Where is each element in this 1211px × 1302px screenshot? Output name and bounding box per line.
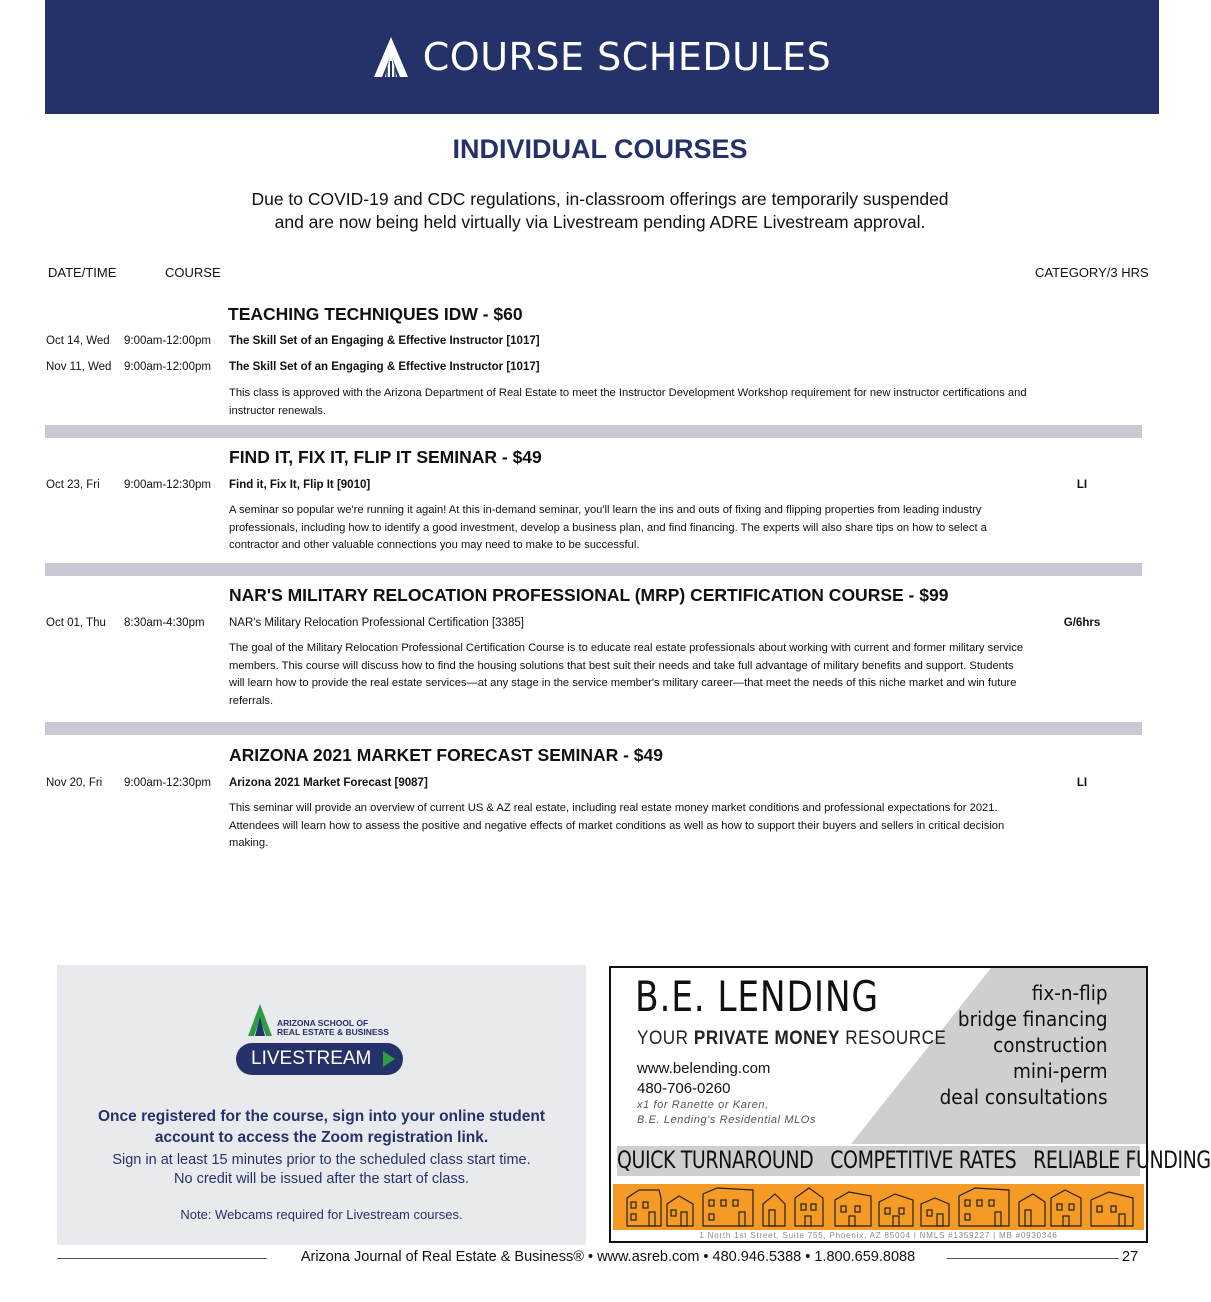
session-course-name: The Skill Set of an Engaging & Effective Instructor [1017] [229,361,540,373]
session-date: Nov 20, Fri [46,777,103,789]
session-row [0,479,1200,495]
section-divider [45,425,1142,438]
ad-contact-note: x1 for Ranette or Karen, B.E. Lending's Residential MLOs [637,1099,817,1126]
ad-phone: 480-706-0260 [637,1080,731,1097]
footer-text: Arizona Journal of Real Estate & Business® • www.asreb.com • 480.946.5388 • 1.800.659.8088 [300,1249,916,1265]
session-row [0,777,1200,793]
session-category: LI [1076,777,1088,789]
session-category: LI [1076,479,1088,491]
column-header-datetime: DATE/TIME [48,265,117,280]
instruction-line: Once registered for the course, sign into your online student [98,1108,545,1125]
benefit-item: RELIABLE FUNDING [1033,1146,1211,1174]
benefit-item: COMPETITIVE RATES [830,1146,1017,1174]
instruction-line: account to access the Zoom registration link. [154,1129,489,1146]
section-divider [45,563,1142,576]
session-date: Nov 11, Wed [46,361,112,373]
ad-tagline: YOUR PRIVATE MONEY RESOURCE [637,1028,947,1049]
logo-line: REAL ESTATE & BUSINESS [277,1027,389,1037]
play-icon [383,1051,395,1067]
course-description: The goal of the Military Relocation Professional Certification Course is to educate real estate professionals about working with current and former military service members. This course will discuss how to find the housing solutions that best suit their needs and take full advantage of military benefits and support. Students will learn how to provide the real estate services—at any stage in the service member's military career—that meet the needs of this niche market and win future referrals. [229,642,1024,707]
session-course-name: NAR's Military Relocation Professional Certification [3385] [229,617,524,629]
livestream-subtext [57,1151,586,1189]
page-title: COURSE SCHEDULES [422,35,832,79]
subtext-line: Sign in at least 15 minutes prior to the scheduled class start time. [112,1152,531,1168]
section-title: INDIVIDUAL COURSES [452,134,748,164]
subtext-line: No credit will be issued after the start of class. [174,1171,469,1187]
session-course-name: The Skill Set of an Engaging & Effective Instructor [1017] [229,335,540,347]
ad-benefits-band [617,1146,1211,1176]
page-number: 27 [1122,1249,1139,1265]
course-title: TEACHING TECHNIQUES IDW - $60 [228,304,523,324]
column-header-category: CATEGORY/3 HRS [1035,265,1149,280]
footer-rule [947,1258,1119,1259]
course-title: FIND IT, FIX IT, FLIP IT SEMINAR - $49 [229,447,542,467]
session-time: 9:00am-12:30pm [124,479,211,491]
ad-website: www.belending.com [637,1060,771,1077]
service-item: bridge financing [958,1007,1108,1031]
ad-address: 1 North 1st Street, Suite 755, Phoenix, AZ 85004 | NMLS #1359227 | MB #0930346 [699,1231,1058,1240]
livestream-label: LIVESTREAM [251,1048,372,1069]
ad-services-list [940,980,1108,1110]
service-item: deal consultations [940,1085,1108,1109]
course-title: NAR'S MILITARY RELOCATION PROFESSIONAL (MRP) CERTIFICATION COURSE - $99 [229,585,949,605]
houses-icon [613,1184,1144,1230]
ad-company-name: B.E. LENDING [635,972,879,1021]
session-date: Oct 23, Fri [46,479,100,491]
session-date: Oct 01, Thu [46,617,106,629]
school-logo [247,1003,389,1037]
benefit-item: QUICK TURNAROUND [617,1146,814,1174]
session-date: Oct 14, Wed [46,335,110,347]
service-item: construction [993,1033,1108,1057]
livestream-badge [236,1043,403,1075]
session-category: G/6hrs [1063,617,1101,629]
session-time: 9:00am-12:30pm [124,777,211,789]
course-description: This seminar will provide an overview of current US & AZ real estate, including real estate money market conditions and professional expectations for 2021. Attendees will learn how to assess the positive and negative effects of market conditions as well as how to support their buyers and sellers in critical decision making. [229,802,1005,849]
livestream-instructions [57,1106,586,1148]
service-item: fix-n-flip [1032,981,1108,1005]
service-item: mini-perm [1013,1059,1108,1083]
footer-rule [57,1258,267,1259]
header-banner [45,0,1159,114]
tree-logo-icon [247,1003,273,1037]
session-row [0,335,1200,351]
session-time: 8:30am-4:30pm [124,617,205,629]
lending-advertisement [609,966,1211,1243]
notice-line: and are now being held virtually via Livestream pending ADRE Livestream approval. [274,212,926,232]
notice-line: Due to COVID-19 and CDC regulations, in-classroom offerings are temporarily suspended [251,189,949,209]
course-description: This class is approved with the Arizona Department of Real Estate to meet the Instructor Development Workshop requirement for new instructor certifications and instructor renewals. [229,387,1027,417]
course-title: ARIZONA 2021 MARKET FORECAST SEMINAR - $49 [229,745,663,765]
logo-line: ARIZONA SCHOOL OF [277,1018,369,1028]
school-logo-icon [373,35,409,79]
covid-notice [0,188,1200,234]
session-row [0,361,1200,377]
course-description: A seminar so popular we're running it again! At this in-demand seminar, you'll learn the ins and outs of fixing and flipping properties from leading industry professionals, including how to identify a good investment, develop a business plan, and find financing. The experts will also share tips on how to select a contractor and other valuable connections you may need to make to be successful. [229,504,987,551]
section-divider [45,722,1142,735]
session-time: 9:00am-12:00pm [124,335,211,347]
session-course-name: Find it, Fix It, Flip It [9010] [229,479,371,491]
houses-illustration [613,1184,1144,1230]
session-course-name: Arizona 2021 Market Forecast [9087] [229,777,428,789]
webcam-note: Note: Webcams required for Livestream courses. [180,1207,463,1222]
session-row [0,617,1200,633]
session-time: 9:00am-12:00pm [124,361,211,373]
column-header-course: COURSE [165,265,221,280]
